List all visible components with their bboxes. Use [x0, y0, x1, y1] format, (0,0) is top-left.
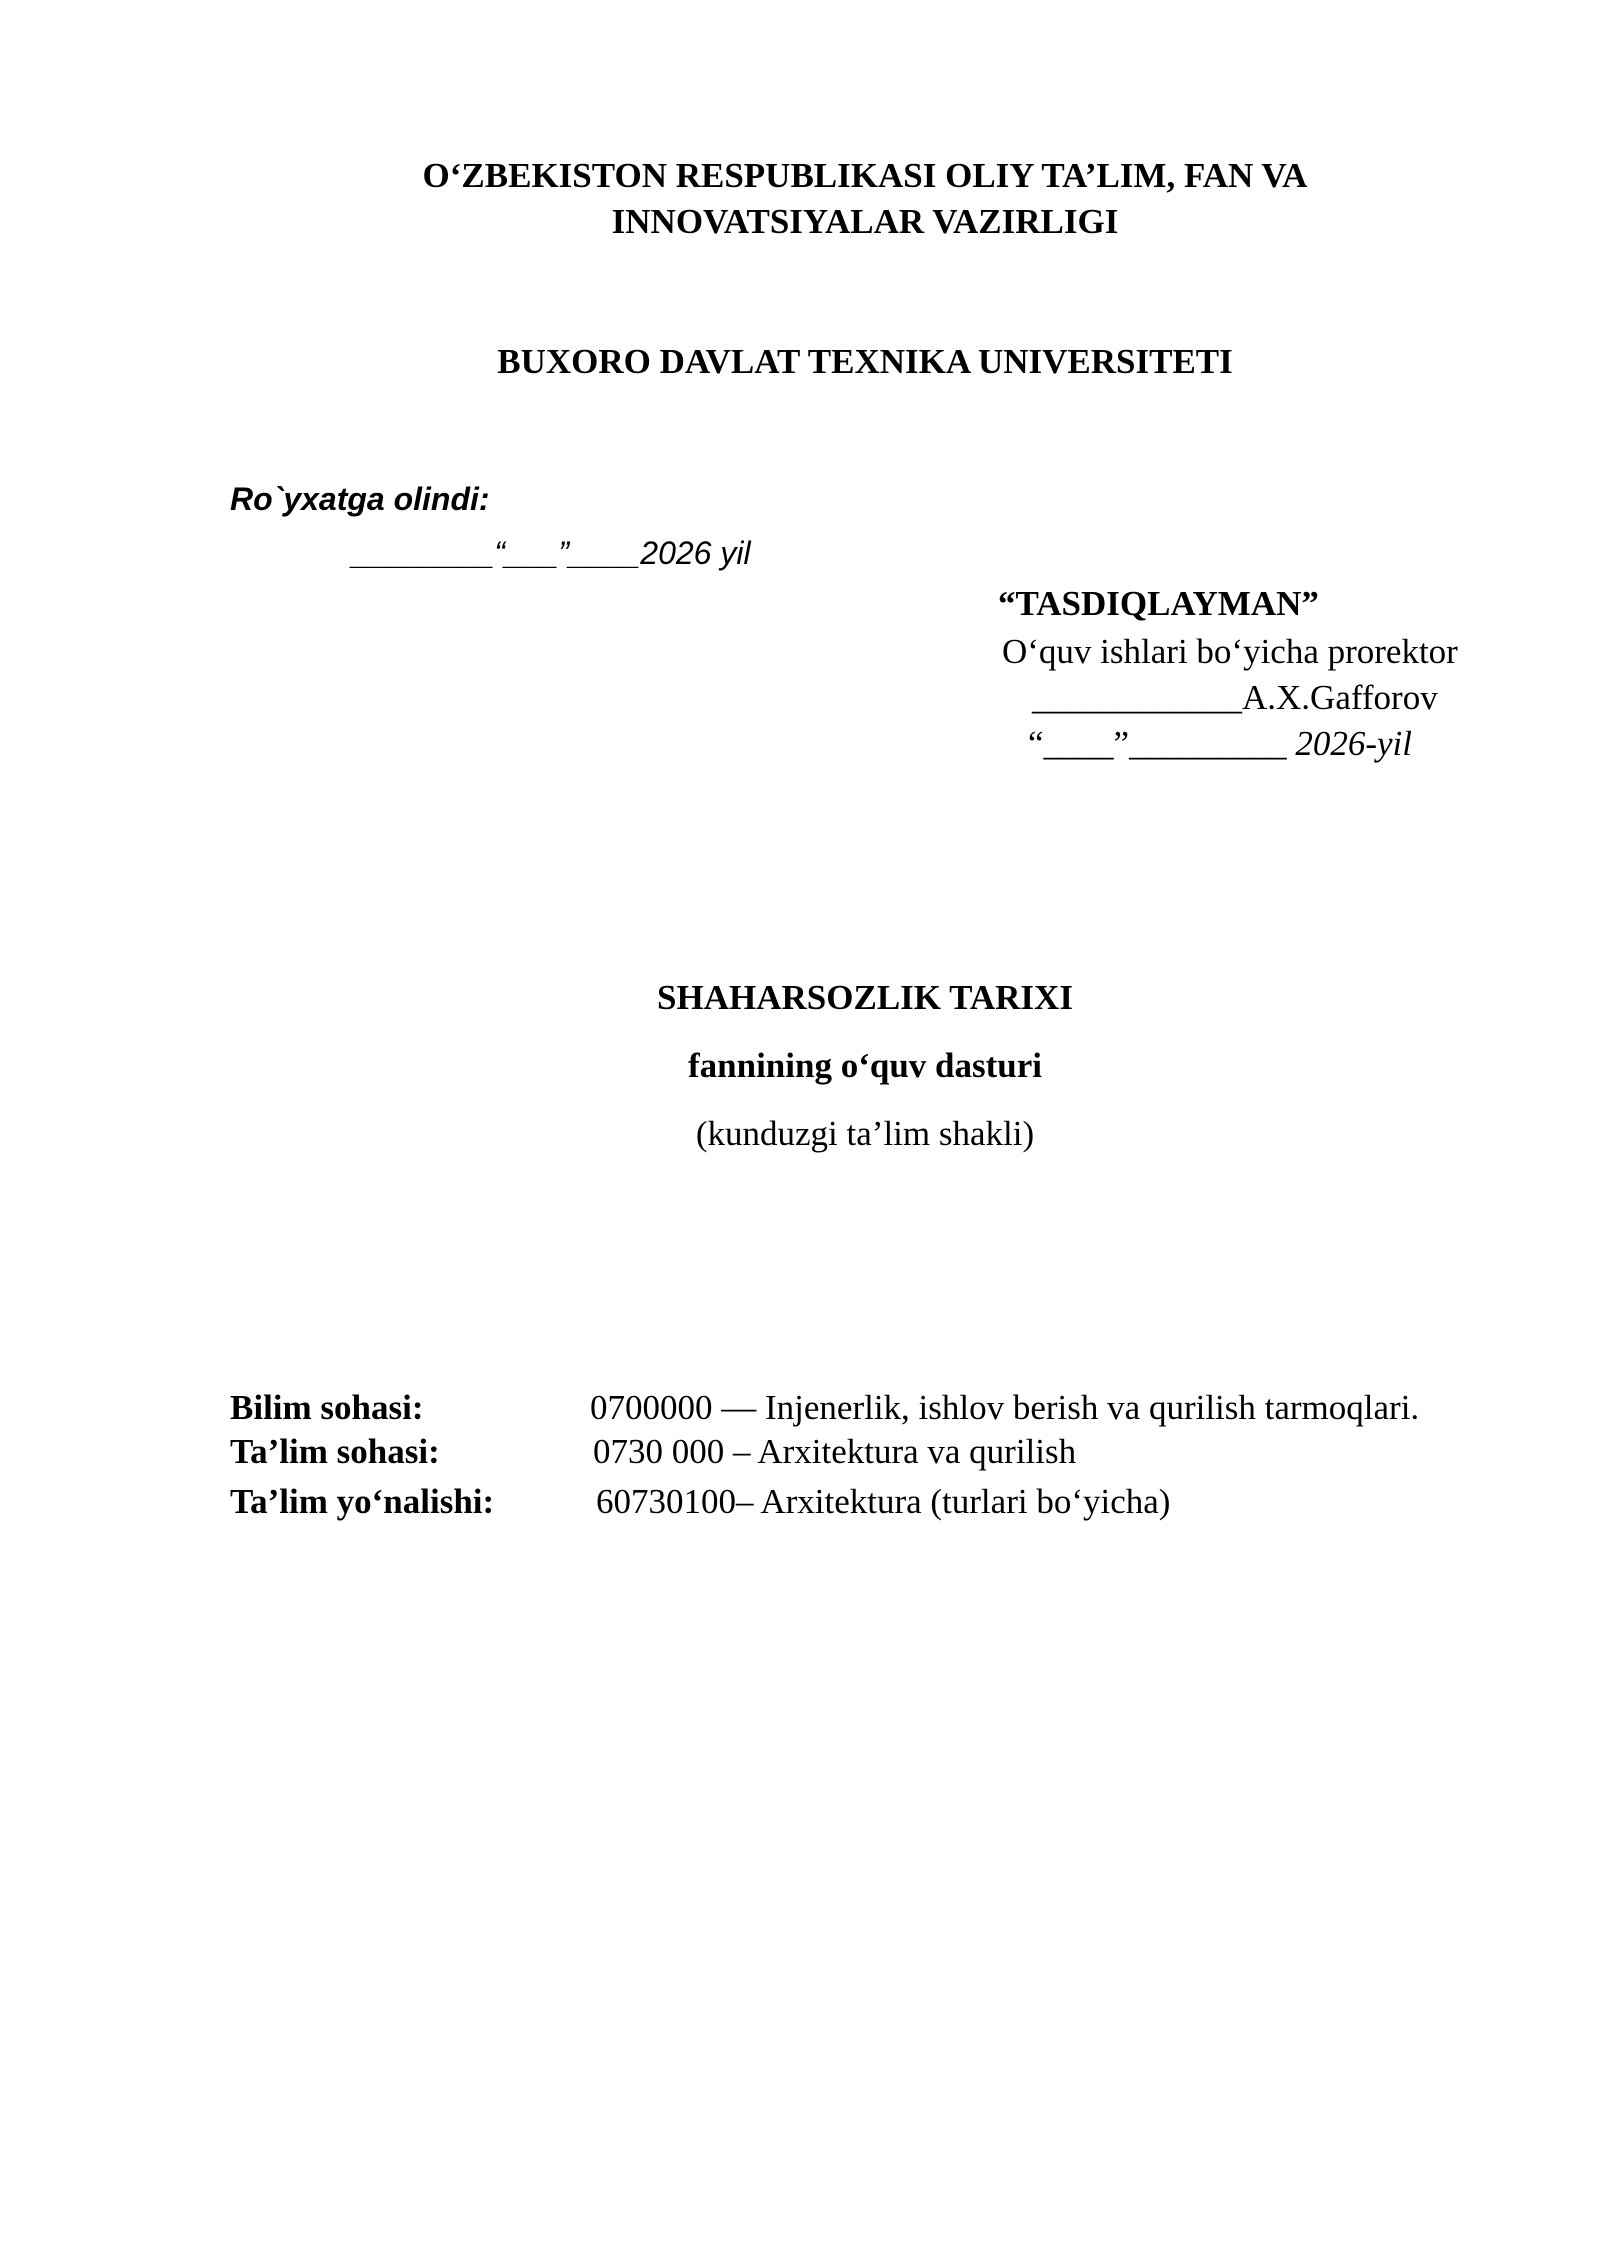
approval-date-year: 2026-yil — [1295, 724, 1412, 763]
approval-role: O‘quv ishlari bo‘yicha prorektor — [1002, 632, 1458, 671]
field-label-education-direction: Ta’lim yo‘nalishi: — [230, 1482, 495, 1521]
approval-title: “TASDIQLAYMAN” — [998, 584, 1319, 623]
university-name: BUXORO DAVLAT TEXNIKA UNIVERSITETI — [497, 342, 1233, 381]
field-value-knowledge-area: 0700000 — Injenerlik, ishlov berish va qurilish tarmoqlari. — [590, 1388, 1420, 1427]
field-value-education-area: 0730 000 – Arxitektura va qurilish — [593, 1432, 1077, 1471]
registration-label: Ro`yxatga olindi: — [230, 481, 490, 517]
field-label-education-area: Ta’lim sohasi: — [230, 1432, 440, 1471]
ministry-heading — [0, 153, 1600, 245]
field-value-education-direction: 60730100– Arxitektura (turlari bo‘yicha) — [596, 1482, 1171, 1521]
approval-date-line — [1028, 722, 1412, 766]
registration-date-line: ________“___”____2026 yil — [352, 535, 751, 571]
course-study-form: (kunduzgi ta’lim shakli) — [695, 1114, 1035, 1153]
course-title: SHAHARSOZLIK TARIXI — [657, 978, 1073, 1017]
ministry-line-2: INNOVATSIYALAR VAZIRLIGI — [611, 202, 1119, 241]
field-label-knowledge-area: Bilim sohasi: — [230, 1388, 424, 1427]
approval-signature-line: ____________A.X.Gafforov — [1032, 678, 1438, 717]
approval-date-prefix: “____”_________ — [1028, 724, 1296, 763]
ministry-line-1: O‘ZBEKISTON RESPUBLIKASI OLIY TA’LIM, FAN VA — [422, 156, 1308, 195]
course-subtitle: fannining o‘quv dasturi — [687, 1046, 1043, 1085]
